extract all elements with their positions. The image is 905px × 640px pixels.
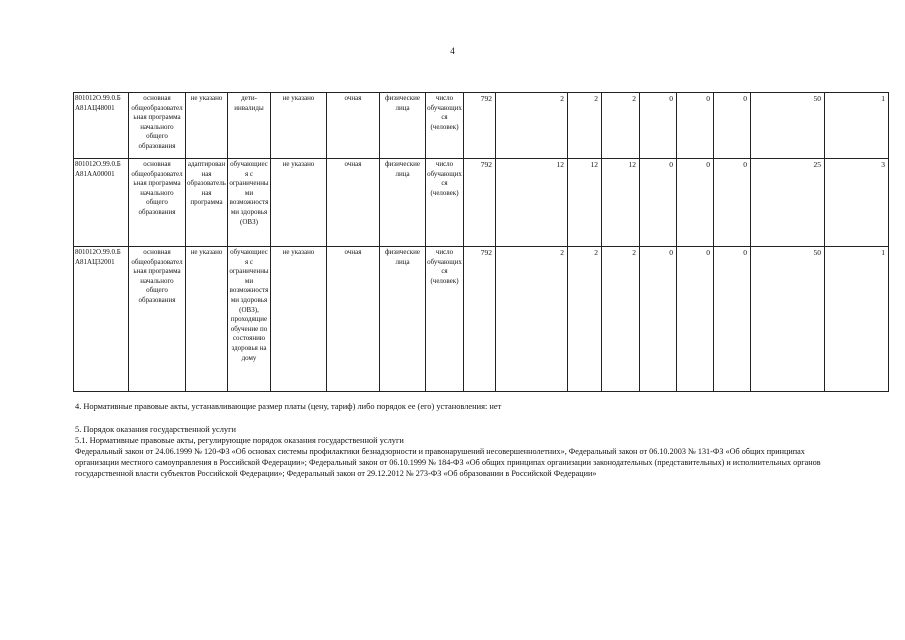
registry-code: 801012О.99.0.Б А81АЦ32001 — [74, 247, 129, 392]
value-cell: 0 — [714, 247, 751, 392]
program-cell: основная общеобразовательная программа начального общего образования — [129, 93, 186, 159]
value-cell: 50 — [751, 93, 825, 159]
value-cell: 2 — [496, 93, 568, 159]
section-5-1-text: Федеральный закон от 24.06.1999 № 120-ФЗ «Об основах системы профилактики безнадзорности и правонарушений несовершеннолетних», Федеральный закон от 06.10.2003 № 131-ФЗ «Об общих принципах организации местного самоуправления в Российской Федерации»; Федеральный закон от 06.10.1999 № 184-ФЗ «Об общих принципах организации законодательных (представительных) и исполнительных органов государственной власти субъектов Российской Федерации»; Федеральный закон от 29.12.2012 № 273-ФЗ «Об образовании в Российской Федерации» — [75, 447, 821, 478]
value-cell: 12 — [568, 159, 602, 247]
value-cell: 50 — [751, 247, 825, 392]
page-number: 4 — [450, 46, 455, 56]
table-row — [74, 93, 889, 159]
indicators-table — [73, 92, 889, 392]
value-cell: 2 — [602, 93, 640, 159]
value-cell: 0 — [714, 93, 751, 159]
okei-cell: 792 — [464, 159, 496, 247]
category-cell: дети-инвалиды — [228, 93, 271, 159]
section-5-1-title: 5.1. Нормативные правовые акты, регулирующие порядок оказания государственной услуги — [75, 436, 404, 445]
value-cell: 3 — [825, 159, 889, 247]
section-5-title: 5. Порядок оказания государственной услуги — [75, 425, 237, 434]
value-cell: 0 — [640, 159, 677, 247]
program-cell: основная общеобразовательная программа начального общего образования — [129, 159, 186, 247]
recipients-cell: физические лица — [380, 93, 426, 159]
unit-cell: число обучающихся (человек) — [426, 159, 464, 247]
program-cell: основная общеобразовательная программа начального общего образования — [129, 247, 186, 392]
okei-cell: 792 — [464, 247, 496, 392]
value-cell: 25 — [751, 159, 825, 247]
form-cell: очная — [327, 159, 380, 247]
place-cell: не указано — [271, 93, 327, 159]
recipients-cell: физические лица — [380, 247, 426, 392]
value-cell: 0 — [640, 247, 677, 392]
value-cell: 2 — [602, 247, 640, 392]
value-cell: 12 — [496, 159, 568, 247]
table-row — [74, 247, 889, 392]
value-cell: 1 — [825, 247, 889, 392]
form-cell: очная — [327, 93, 380, 159]
place-cell: не указано — [271, 159, 327, 247]
program-type-cell: не указано — [186, 247, 228, 392]
recipients-cell: физические лица — [380, 159, 426, 247]
form-cell: очная — [327, 247, 380, 392]
category-cell: обучающиеся с ограниченными возможностями здоровья (ОВЗ), проходящие обучение по состоянию здоровья на дому — [228, 247, 271, 392]
unit-cell: число обучающихся (человек) — [426, 247, 464, 392]
value-cell: 0 — [677, 247, 714, 392]
value-cell: 2 — [568, 93, 602, 159]
program-type-cell: не указано — [186, 93, 228, 159]
value-cell: 12 — [602, 159, 640, 247]
value-cell: 2 — [568, 247, 602, 392]
registry-code: 801012О.99.0.Б А81АЦ48001 — [74, 93, 129, 159]
category-cell: обучающиеся с ограниченными возможностями здоровья (ОВЗ) — [228, 159, 271, 247]
value-cell: 1 — [825, 93, 889, 159]
value-cell: 2 — [496, 247, 568, 392]
unit-cell: число обучающихся (человек) — [426, 93, 464, 159]
value-cell: 0 — [640, 93, 677, 159]
place-cell: не указано — [271, 247, 327, 392]
section-4-text: 4. Нормативные правовые акты, устанавливающие размер платы (цену, тариф) либо порядок ее (его) установления: нет — [75, 402, 502, 411]
okei-cell: 792 — [464, 93, 496, 159]
value-cell: 0 — [714, 159, 751, 247]
registry-code: 801012О.99.0.Б А81АА00001 — [74, 159, 129, 247]
value-cell: 0 — [677, 93, 714, 159]
table-row — [74, 159, 889, 247]
value-cell: 0 — [677, 159, 714, 247]
program-type-cell: адаптированная образовательная программа — [186, 159, 228, 247]
